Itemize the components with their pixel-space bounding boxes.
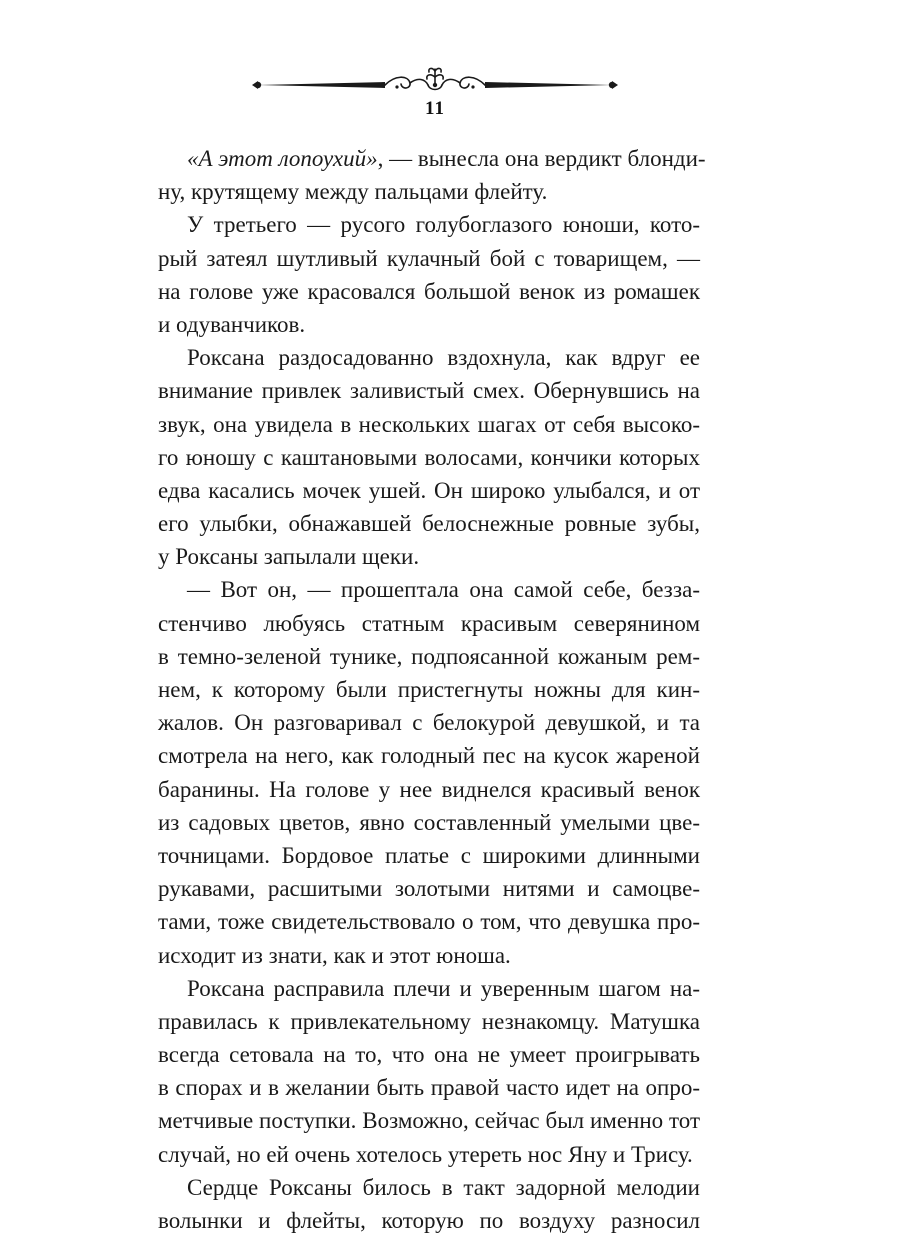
text-line: метчивые поступки. Возможно, сейчас был именно тот <box>158 1108 700 1134</box>
text-line: звук, она увидела в нескольких шагах от себя высоко- <box>158 411 700 437</box>
text-line: Роксана раздосадованно вздохнула, как вдруг ее <box>187 345 700 371</box>
text-line: — Вот он, — прошептала она самой себе, безза- <box>187 577 700 603</box>
text-line: жалов. Он разговаривал с белокурой девушкой, и та <box>158 710 700 736</box>
paragraph <box>158 341 700 573</box>
text-line: в спорах и в желании быть правой часто идет на опро- <box>158 1075 700 1101</box>
text-line: смотрела на него, как голодный пес на кусок жареной <box>158 743 700 769</box>
paragraph <box>158 1171 700 1237</box>
body-text <box>158 142 706 1237</box>
text-line: внимание привлек заливистый смех. Обернувшись на <box>158 378 700 404</box>
text-line: из садовых цветов, явно составленный умелыми цве- <box>158 809 700 835</box>
text-line: рукавами, расшитыми золотыми нитями и самоцве- <box>158 876 700 902</box>
text-line: го юношу с каштановыми волосами, кончики которых <box>158 444 700 470</box>
text-line: Роксана расправила плечи и уверенным шагом на- <box>187 975 700 1001</box>
text-line: У третьего — русого голубоглазого юноши, кото- <box>187 212 700 238</box>
text-line: рый затеял шутливый кулачный бой с товарищем, — <box>158 245 700 271</box>
text-line: стенчиво любуясь статным красивым северянином <box>158 610 700 636</box>
paragraph <box>158 972 700 1171</box>
text-line: всегда сетовала на то, что она не умеет проигрывать <box>158 1042 700 1068</box>
text-line: исходит из знати, как и этот юноша. <box>158 942 511 968</box>
text-line: едва касались мочек ушей. Он широко улыбался, и от <box>158 477 700 503</box>
text-line: волынки и флейты, которую по воздуху разносил <box>158 1208 700 1233</box>
text-line: в темно-зеленой тунике, подпоясанной кожаным рем- <box>158 643 700 669</box>
text-line: Сердце Роксаны билось в такт задорной мелодии <box>187 1174 700 1200</box>
text-line: баранины. На голове у нее виднелся красивый венок <box>158 776 700 802</box>
text-line <box>158 142 706 175</box>
line-text: , — вынесла она вердикт блонди- <box>377 146 706 171</box>
decorative-flourish-divider-icon <box>250 63 620 103</box>
text-line: случай, но ей очень хотелось утереть нос Яну и Трису. <box>158 1141 693 1167</box>
paragraph <box>158 573 700 971</box>
text-line: точницами. Бордовое платье с широкими длинными <box>158 842 700 868</box>
text-line: нем, к которому были пристегнуты ножны для кин- <box>158 677 700 702</box>
text-line: ну, крутящему между пальцами флейту. <box>158 179 548 205</box>
page-header <box>0 55 900 125</box>
paragraph <box>158 208 700 341</box>
text-line: у Роксаны запылали щеки. <box>158 544 420 570</box>
text-line: правилась к привлекательному незнакомцу. Матушка <box>158 1008 700 1034</box>
text-line: тами, тоже свидетельствовало о том, что девушка про- <box>158 909 700 935</box>
italic-quote: «А этот лопоухий» <box>187 146 378 171</box>
text-line: и одуванчиков. <box>158 311 306 337</box>
text-line: на голове уже красовался большой венок из ромашек <box>158 278 700 304</box>
text-line: его улыбки, обнажавшей белоснежные ровные зубы, <box>158 511 700 537</box>
paragraph <box>158 142 706 208</box>
page-number: 11 <box>425 98 445 119</box>
